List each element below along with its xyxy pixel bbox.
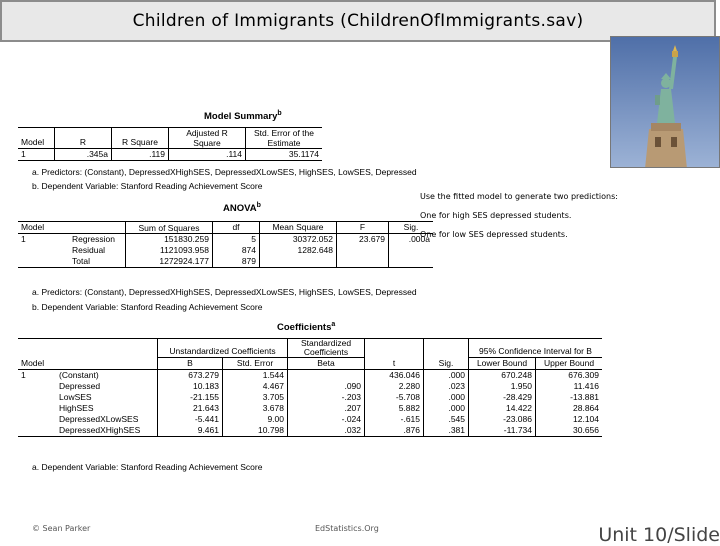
anova-table — [18, 221, 433, 268]
table-row — [18, 149, 322, 161]
col-header — [69, 222, 126, 234]
table-row: 1 (Constant) 673.279 1.544 436.046 .000 670.248 676.309 — [18, 370, 602, 382]
group-header: 95% Confidence Interval for B — [469, 339, 603, 358]
model-summary-note-a: a. Predictors: (Constant), DepressedXHighSES, DepressedXLowSES, HighSES, LowSES, Depressed — [32, 167, 417, 177]
model-summary-title: Model Summary$^b$ — [204, 110, 282, 123]
cell: .114 — [169, 149, 246, 161]
col-header: Model — [18, 128, 55, 149]
coefficients-title: Coefficients$^a$ — [277, 321, 336, 334]
col-header: Upper Bound — [536, 358, 603, 370]
coefficients-note-a: a. Dependent Variable: Stanford Reading Achievement Score — [32, 462, 263, 472]
col-header: Sig. — [424, 358, 469, 370]
slide-title-bar — [0, 0, 716, 42]
col-header: Sig. — [389, 222, 434, 234]
footer-site: EdStatistics.Org — [315, 524, 379, 533]
col-header: Model — [18, 358, 56, 370]
footer-slide-number: Unit 10/Slide — [598, 524, 720, 546]
col-header: Adjusted R Square — [169, 128, 246, 149]
group-header: Standardized Coefficients — [288, 339, 365, 358]
table-row: Depressed 10.183 4.467 .090 2.280 .023 1.950 11.416 — [18, 381, 602, 392]
model-summary-note-b: b. Dependent Variable: Stanford Reading Achievement Score — [32, 181, 263, 191]
instruction-line-1: Use the fitted model to generate two predictions: — [420, 192, 618, 201]
col-header: Sum of Squares — [126, 222, 213, 234]
group-header: Unstandardized Coefficients — [158, 339, 288, 358]
instruction-line-3: One for low SES depressed students. — [420, 230, 568, 239]
table-row: Residual 1121093.958 874 1282.648 — [18, 245, 433, 256]
col-header: R Square — [112, 128, 169, 149]
cell: .119 — [112, 149, 169, 161]
table-row: 1 Regression 151830.259 5 30372.052 23.679 .000a — [18, 234, 433, 246]
table-row: DepressedXHighSES 9.461 10.798 .032 .876 .381 -11.734 30.656 — [18, 425, 602, 437]
slide-title: Children of Immigrants (ChildrenOfImmigrants.sav) — [132, 11, 584, 31]
cell: .345a — [55, 149, 112, 161]
col-header: Std. Error of the Estimate — [246, 128, 323, 149]
col-header: Beta — [288, 358, 365, 370]
col-header: df — [213, 222, 260, 234]
table-row: Total 1272924.177 879 — [18, 256, 433, 268]
model-summary-table — [18, 127, 322, 161]
anova-title: ANOVA$^b$ — [223, 202, 261, 215]
col-header: Mean Square — [260, 222, 337, 234]
coefficients-table — [18, 338, 602, 437]
col-header: Model — [18, 222, 69, 234]
cell: 1 — [18, 149, 55, 161]
table-row: LowSES -21.155 3.705 -.203 -5.708 .000 -28.429 -13.881 — [18, 392, 602, 403]
col-header: Std. Error — [223, 358, 288, 370]
statue-of-liberty-image — [611, 37, 720, 168]
col-header: F — [337, 222, 389, 234]
col-header: Lower Bound — [469, 358, 536, 370]
anova-note-a: a. Predictors: (Constant), DepressedXHighSES, DepressedXLowSES, HighSES, LowSES, Depressed — [32, 287, 417, 297]
col-header: R — [55, 128, 112, 149]
instruction-line-2: One for high SES depressed students. — [420, 211, 572, 220]
anova-note-b: b. Dependent Variable: Stanford Reading Achievement Score — [32, 302, 263, 312]
col-header — [56, 358, 158, 370]
table-row: DepressedXLowSES -5.441 9.00 -.024 -.615 .545 -23.086 12.104 — [18, 414, 602, 425]
col-header: B — [158, 358, 223, 370]
footer-copyright: © Sean Parker — [32, 524, 91, 533]
statue-of-liberty-photo — [610, 36, 720, 168]
col-header: t — [365, 358, 424, 370]
cell: 35.1174 — [246, 149, 323, 161]
table-row: HighSES 21.643 3.678 .207 5.882 .000 14.422 28.864 — [18, 403, 602, 414]
